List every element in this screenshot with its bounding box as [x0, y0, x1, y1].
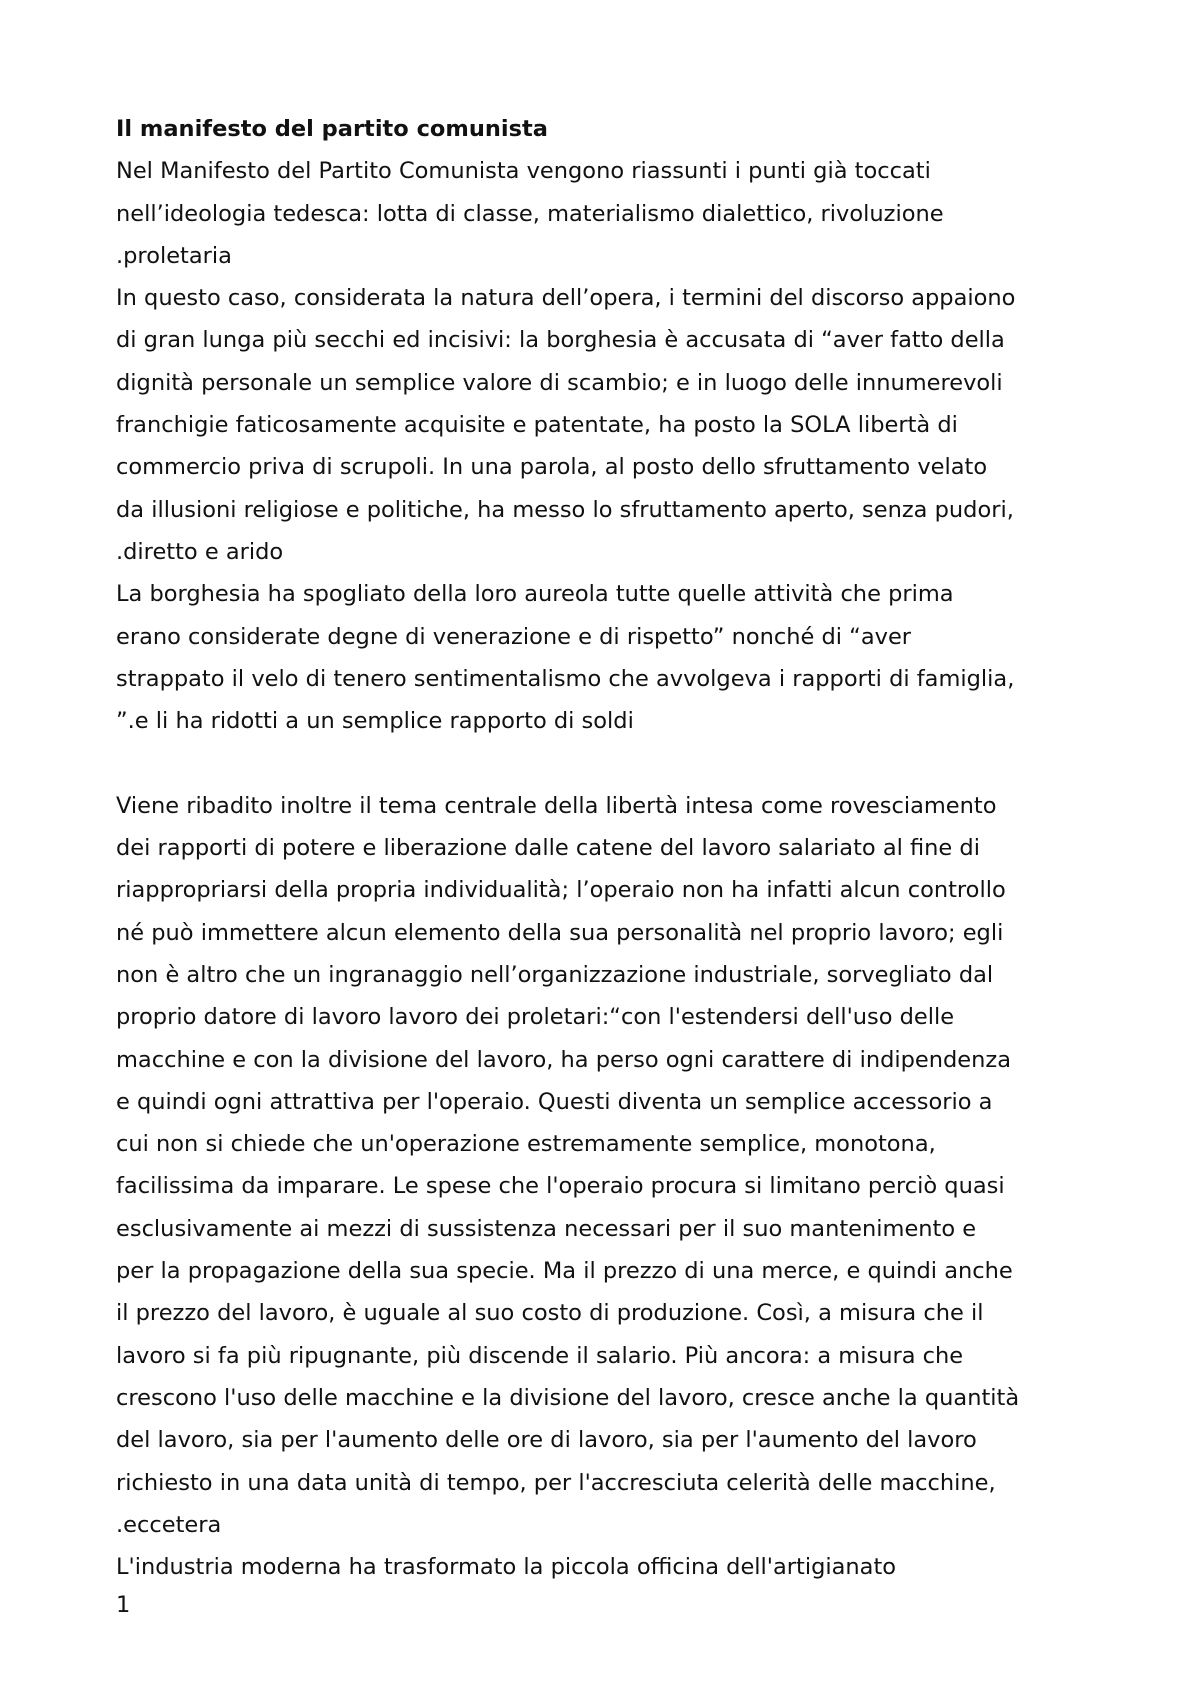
text-line: nell’ideologia tedesca: lotta di classe, materialismo dialettico, rivoluzione — [116, 200, 944, 227]
text-line: erano considerate degne di venerazione e di rispetto” nonché di “aver — [116, 623, 912, 650]
page-number: 1 — [116, 1592, 131, 1618]
text-line: da illusioni religiose e politiche, ha messo lo sfruttamento aperto, senza pudori, — [116, 496, 1014, 523]
text-line: ”.e li ha ridotti a un semplice rapporto di soldi — [116, 708, 634, 735]
text-line: franchigie faticosamente acquisite e patentate, ha posto la SOLA libertà di — [116, 412, 958, 439]
text-line: La borghesia ha spogliato della loro aureola tutte quelle attività che prima — [116, 581, 954, 608]
text-line: non è altro che un ingranaggio nell’organizzazione industriale, sorvegliato dal — [116, 961, 994, 988]
text-line: facilissima da imparare. Le spese che l'operaio procura si limitano perciò quasi — [116, 1173, 1005, 1200]
text-line: né può immettere alcun elemento della sua personalità nel proprio lavoro; egli — [116, 919, 1004, 946]
text-line: lavoro si fa più ripugnante, più discende il salario. Più ancora: a misura che — [116, 1342, 964, 1369]
text-line: Viene ribadito inoltre il tema centrale della libertà intesa come rovesciamento — [116, 792, 997, 819]
blank-line — [116, 742, 1126, 784]
text-line: In questo caso, considerata la natura dell’opera, i termini del discorso appaiono — [116, 285, 1016, 312]
text-line: il prezzo del lavoro, è uguale al suo costo di produzione. Così, a misura che il — [116, 1300, 984, 1327]
text-line: Nel Manifesto del Partito Comunista vengono riassunti i punti già toccati — [116, 158, 931, 185]
text-line: macchine e con la divisione del lavoro, ha perso ogni carattere di indipendenza — [116, 1046, 1011, 1073]
document-body — [116, 108, 1126, 1588]
text-line: dignità personale un semplice valore di scambio; e in luogo delle innumerevoli — [116, 369, 1003, 396]
text-line: commercio priva di scrupoli. In una parola, al posto dello sfruttamento velato — [116, 454, 988, 481]
text-line: .eccetera — [116, 1511, 222, 1538]
text-line: di gran lunga più secchi ed incisivi: la borghesia è accusata di “aver fatto della — [116, 327, 1005, 354]
text-line: esclusivamente ai mezzi di sussistenza necessari per il suo mantenimento e — [116, 1215, 977, 1242]
text-line: del lavoro, sia per l'aumento delle ore di lavoro, sia per l'aumento del lavoro — [116, 1427, 977, 1454]
text-line: L'industria moderna ha trasformato la piccola officina dell'artigianato — [116, 1554, 897, 1581]
text-line: riappropriarsi della propria individualità; l’operaio non ha infatti alcun controllo — [116, 877, 1006, 904]
text-line: crescono l'uso delle macchine e la divisione del lavoro, cresce anche la quantità — [116, 1384, 1020, 1411]
text-line: per la propagazione della sua specie. Ma il prezzo di una merce, e quindi anche — [116, 1258, 1013, 1285]
text-line: dei rapporti di potere e liberazione dalle catene del lavoro salariato al fine di — [116, 835, 980, 862]
text-line: richiesto in una data unità di tempo, per l'accresciuta celerità delle macchine, — [116, 1469, 996, 1496]
text-line: .diretto e arido — [116, 538, 284, 565]
text-line: proprio datore di lavoro lavoro dei proletari:“con l'estendersi dell'uso delle — [116, 1004, 955, 1031]
text-line: .proletaria — [116, 242, 232, 269]
text-line: e quindi ogni attrattiva per l'operaio. Questi diventa un semplice accessorio a — [116, 1088, 993, 1115]
document-title: Il manifesto del partito comunista — [116, 116, 548, 142]
text-line: cui non si chiede che un'operazione estremamente semplice, monotona, — [116, 1131, 936, 1158]
text-line: strappato il velo di tenero sentimentalismo che avvolgeva i rapporti di famiglia, — [116, 665, 1015, 692]
